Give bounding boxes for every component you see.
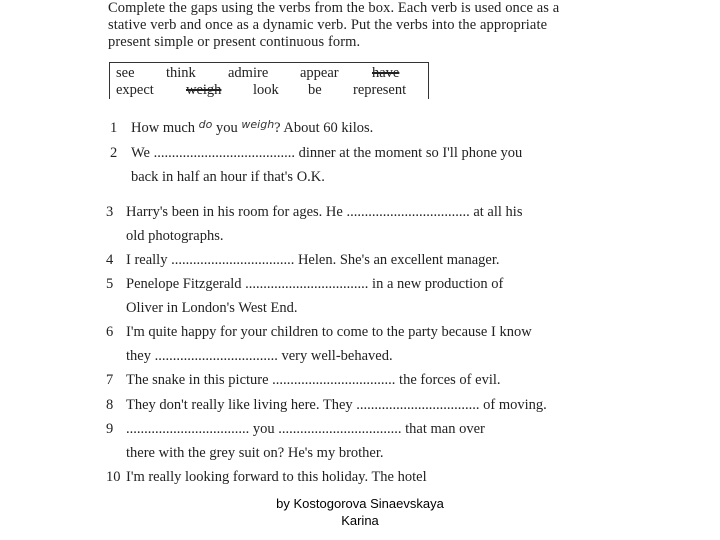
- item-number: 6: [106, 324, 114, 340]
- verb-box: [109, 62, 429, 99]
- instructions-line: Complete the gaps using the verbs from the box. Each verb is used once as a: [108, 0, 560, 16]
- item-number: 9: [106, 421, 114, 437]
- item-number: 2: [110, 145, 118, 161]
- item-text: you: [212, 120, 242, 136]
- verb-weigh: weigh: [186, 82, 222, 98]
- item-number: 7: [106, 372, 114, 388]
- exercise-item-5: Penelope Fitzgerald .................................. in a new production of: [126, 276, 504, 292]
- exercise-item-6-cont: they .................................. very well-behaved.: [126, 348, 393, 364]
- verb-think: think: [166, 65, 196, 81]
- item-number: 8: [106, 397, 114, 413]
- handwritten-answer: weigh: [241, 118, 275, 131]
- verb-expect: expect: [116, 82, 154, 98]
- instructions-line: stative verb and once as a dynamic verb. Put the verbs into the appropriate: [108, 17, 548, 33]
- exercise-item-9: .................................. you .................................. that man over: [126, 421, 485, 437]
- item-number: 4: [106, 252, 114, 268]
- author-credit-line: by Kostogorova Sinaevskaya: [276, 496, 444, 511]
- verb-represent: represent: [353, 82, 407, 98]
- instructions: [108, 0, 603, 51]
- item-number: 3: [106, 204, 114, 220]
- exercise-item-10: I'm really looking forward to this holiday. The hotel: [126, 469, 427, 485]
- exercise-item-9-cont: there with the grey suit on? He's my brother.: [126, 445, 384, 461]
- exercise-item-2: We ....................................... dinner at the moment so I'll phone you: [131, 145, 523, 161]
- author-credit: [240, 495, 480, 529]
- verb-see: see: [116, 65, 135, 81]
- author-credit-line: Karina: [341, 513, 379, 528]
- exercise-item-6: I'm quite happy for your children to come to the party because I know: [126, 324, 532, 340]
- item-number: 10: [106, 469, 121, 485]
- verb-admire: admire: [228, 65, 269, 81]
- item-number: 5: [106, 276, 114, 292]
- verb-appear: appear: [300, 65, 339, 81]
- instructions-line: present simple or present continuous form.: [108, 34, 361, 50]
- exercise-item-8: They don't really like living here. They .................................. of moving.: [126, 397, 547, 413]
- exercise-item-5-cont: Oliver in London's West End.: [126, 300, 298, 316]
- verb-look: look: [253, 82, 279, 98]
- item-number: 1: [110, 120, 118, 136]
- exercise-item-2-cont: back in half an hour if that's O.K.: [131, 169, 325, 185]
- exercise-item-3-cont: old photographs.: [126, 228, 224, 244]
- handwritten-answer: do: [198, 118, 213, 131]
- exercise-item-4: I really .................................. Helen. She's an excellent manager.: [126, 252, 500, 268]
- exercise-item-7: The snake in this picture .................................. the forces of evil.: [126, 372, 501, 388]
- item-text: How much: [131, 120, 199, 136]
- exercise-item-1: [131, 120, 373, 137]
- verb-have: have: [372, 65, 400, 81]
- item-text: ? About 60 kilos.: [274, 120, 374, 136]
- verb-be: be: [308, 82, 322, 98]
- exercise-item-3: Harry's been in his room for ages. He .................................. at all his: [126, 204, 523, 220]
